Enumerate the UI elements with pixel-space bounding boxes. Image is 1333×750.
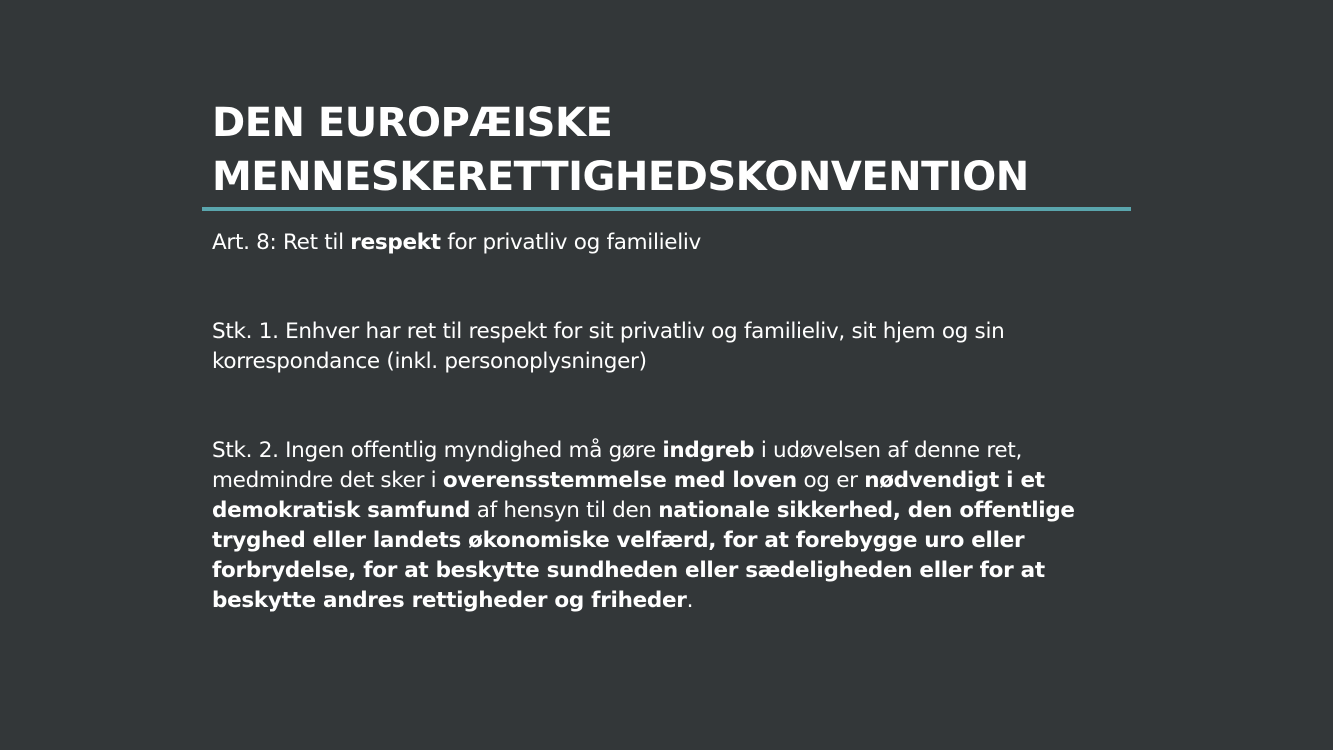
stk2-text: . [686,588,694,613]
stk2-bold: demokratisk samfund [212,498,471,523]
paragraph-stk-1 [212,317,1202,377]
slide-title [212,96,1212,204]
article-text-post: for privatliv og familieliv [440,230,701,255]
stk2-text: i udøvelsen af denne ret, [754,438,1022,463]
article-heading [212,228,701,258]
title-underline [202,207,1131,211]
article-text-pre: Art. 8: Ret til [212,230,351,255]
stk2-bold: indgreb [662,438,755,463]
stk2-bold: nødvendigt i et [864,468,1045,493]
article-text-bold: respekt [350,230,441,255]
stk2-text: Stk. 2. Ingen offentlig myndighed må gøre [212,438,663,463]
title-line-2: MENNESKERETTIGHEDSKONVENTION [212,154,1029,200]
title-line-1: DEN EUROPÆISKE [212,100,613,146]
stk1-line-2: korrespondance (inkl. personoplysninger) [212,349,647,374]
paragraph-stk-2 [212,436,1202,616]
stk2-text: af hensyn til den [470,498,659,523]
stk2-text: medmindre det sker i [212,468,443,493]
stk2-bold: beskytte andres rettigheder og friheder [212,588,687,613]
stk1-line-1: Stk. 1. Enhver har ret til respekt for sit privatliv og familieliv, sit hjem og sin [212,319,1005,344]
stk2-bold: nationale sikkerhed, den offentlige [658,498,1075,523]
stk2-text: og er [796,468,865,493]
stk2-bold: tryghed eller landets økonomiske velfærd, for at forebygge uro eller [212,528,1025,553]
stk2-bold: forbrydelse, for at beskytte sundheden eller sædeligheden eller for at [212,558,1045,583]
stk2-bold: overensstemmelse med loven [442,468,797,493]
